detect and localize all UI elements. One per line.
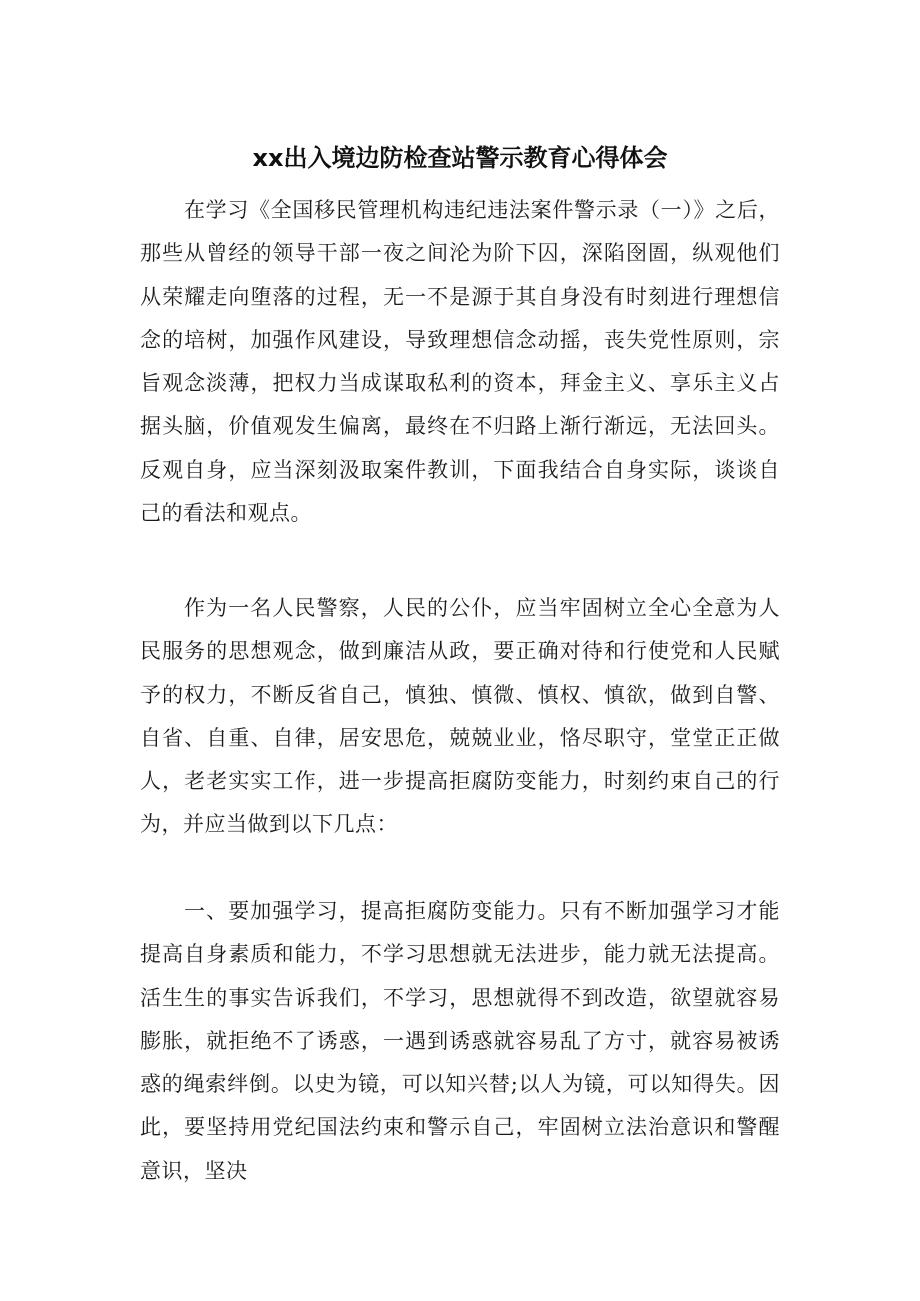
paragraph-2: 作为一名人民警察，人民的公仆，应当牢固树立全心全意为人民服务的思想观念，做到廉洁从政，要正确对待和行使党和人民赋予的权力，不断反省自己，慎独、慎微、慎权、慎欲，做到自警、自省、自重、自律，居安思危，兢兢业业，恪尽职守，堂堂正正做人，老老实实工作，进一步提高拒腐防变能力，时刻约束自己的行为，并应当做到以下几点：: [140, 596, 780, 837]
paragraph-3: 一、要加强学习，提高拒腐防变能力。只有不断加强学习才能提高自身素质和能力，不学习思想就无法进步，能力就无法提高。活生生的事实告诉我们，不学习，思想就得不到改造，欲望就容易膨胀，就拒绝不了诱惑，一遇到诱惑就容易乱了方寸，就容易被诱惑的绳索绊倒。以史为镜，可以知兴替;以人为镜，可以知得失。因此，要坚持用党纪国法约束和警示自己，牢固树立法治意识和警醒意识，坚决: [140, 899, 780, 1183]
paragraph-1: 在学习《全国移民管理机构违纪违法案件警示录（一）》之后，那些从曾经的领导干部一夜之间沦为阶下囚，深陷囹圄，纵观他们从荣耀走向堕落的过程，无一不是源于其自身没有时刻进行理想信念的培树，加强作风建设，导致理想信念动摇，丧失党性原则，宗旨观念淡薄，把权力当成谋取私利的资本，拜金主义、享乐主义占据头脑，价值观发生偏离，最终在不归路上渐行渐远，无法回头。反观自身，应当深刻汲取案件教训，下面我结合自身实际，谈谈自己的看法和观点。: [140, 198, 780, 526]
document-title: xx出入境边防检查站警示教育心得体会: [252, 144, 668, 172]
